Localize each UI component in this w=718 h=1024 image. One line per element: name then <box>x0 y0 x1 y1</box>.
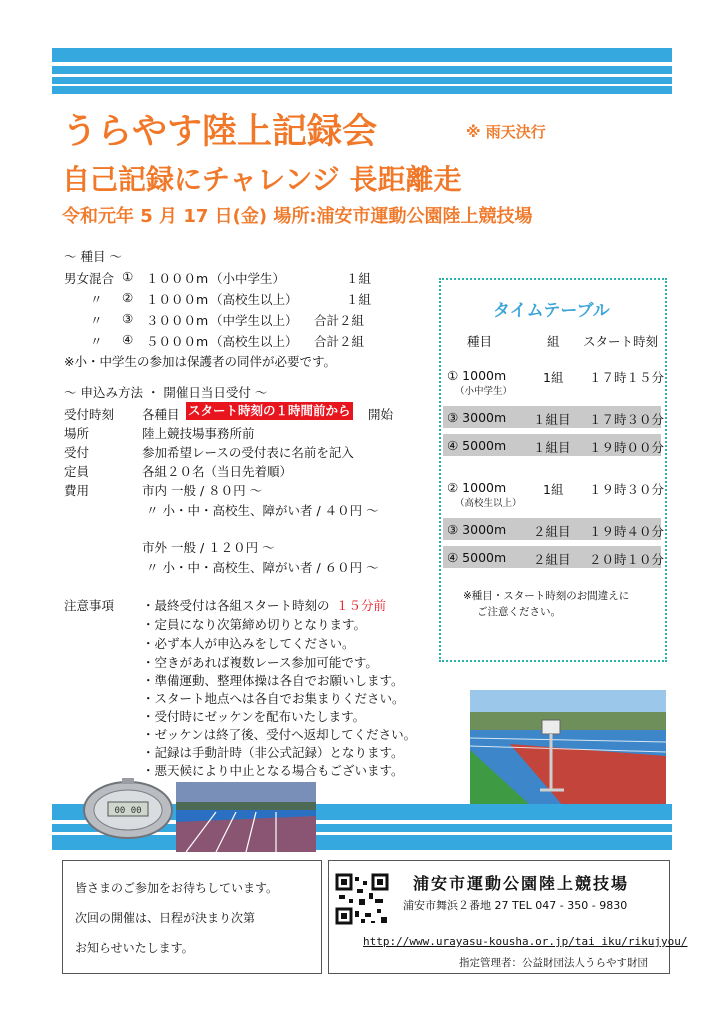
time-suffix: 開始 <box>368 407 394 422</box>
fee-line-2: 〃 小・中・高校生、障がい者 / ４０円 ～ <box>146 503 379 518</box>
place-label: 場所 <box>64 426 90 441</box>
event-row-1-cat: （小中学生） <box>210 271 286 286</box>
footer-message-1: 皆さまのご参加をお待ちしています。 <box>75 881 279 895</box>
timetable-header-event: 種目 <box>467 334 493 349</box>
timetable-note-1: ※種目・スタート時刻のお間違えに <box>463 590 630 602</box>
note-item: ・スタート地点へは各自でお集まりください。 <box>142 691 405 706</box>
event-row-4-cat: （高校生以上） <box>210 334 298 349</box>
note-item: ・受付時にゼッケンを配布いたします。 <box>142 709 366 724</box>
event-row-2-cat: （高校生以上） <box>210 292 298 307</box>
fee-label: 費用 <box>64 483 90 498</box>
timetable-event: ④ 5000m <box>447 550 507 565</box>
event-row-1-prefix: 男女混合 <box>64 271 115 286</box>
event-row-1-dist: １０００m <box>146 271 209 286</box>
note-item: ・ゼッケンは終了後、受付へ返却してください。 <box>142 727 417 742</box>
timetable-group: １組目 <box>533 412 571 427</box>
timetable-event: ③ 3000m <box>447 410 507 425</box>
venue-name: 浦安市運動公園陸上競技場 <box>413 874 630 893</box>
note-item: ・悪天候により中止となる場合もございます。 <box>142 763 404 778</box>
event-row-1-groups: １組 <box>346 271 372 286</box>
timetable-group: 1組 <box>543 482 564 497</box>
timetable-header-group: 組 <box>547 334 560 349</box>
timetable-box <box>439 278 667 662</box>
top-stripe-gap-3 <box>52 84 672 86</box>
fee-line-1: 市内 一般 / ８０円 ～ <box>142 483 263 498</box>
event-row-4-groups: 合計２組 <box>314 334 365 349</box>
timetable-group: ２組目 <box>533 552 571 567</box>
time-highlight: スタート時刻の１時間前から <box>188 403 351 418</box>
time-label: 受付時刻 <box>64 407 115 422</box>
page-title: うらやす陸上記録会 <box>62 112 378 152</box>
timetable-row <box>443 546 665 568</box>
note-item: ・定員になり次第締め切りとなります。 <box>142 617 367 632</box>
timetable-event: ② 1000m <box>447 480 507 495</box>
event-row-3-dist: ３０００m <box>146 313 209 328</box>
note-1-highlight: １５分前 <box>336 598 387 613</box>
timetable-row <box>443 364 665 397</box>
event-row-2-groups: １組 <box>346 292 372 307</box>
note-item: ・空きがあれば複数レース参加可能です。 <box>142 655 378 670</box>
timetable-group: １組目 <box>533 440 571 455</box>
reception-value: 参加希望レースの受付表に名前を記入 <box>142 445 354 460</box>
event-row-3-cat: （中学生以上） <box>210 313 298 328</box>
timetable-note-2: ご注意ください。 <box>477 606 561 618</box>
note-item: ・必ず本人が申込みをしてください。 <box>142 636 355 651</box>
timetable-time: １９時００分 <box>589 440 665 455</box>
notes-label: 注意事項 <box>64 598 115 613</box>
footer-message-2: 次回の開催は、日程が決まり次第 <box>75 911 256 925</box>
event-row-3-num: ③ <box>122 311 134 326</box>
timetable-header-time: スタート時刻 <box>583 334 659 349</box>
timetable-time: １７時３０分 <box>589 412 665 427</box>
timetable-group: 1組 <box>543 370 564 385</box>
event-row-1-num: ① <box>122 269 134 284</box>
timetable-time: ２０時１０分 <box>589 552 665 567</box>
time-prefix: 各種目 <box>142 407 180 422</box>
event-row-2-dist: １０００m <box>146 292 209 307</box>
qr-code-image <box>335 873 389 925</box>
timetable-row <box>443 406 665 428</box>
footer-message-3: お知らせいたします。 <box>75 941 194 955</box>
application-heading: ～ 申込み方法 ・ 開催日当日受付 ～ <box>64 385 268 400</box>
timetable-row <box>443 518 665 540</box>
timetable-row <box>443 434 665 456</box>
reception-label: 受付 <box>64 445 90 460</box>
note-item: ・記録は手動計時（非公式記録）となります。 <box>142 745 404 760</box>
timetable-group: ２組目 <box>533 524 571 539</box>
date-place: 令和元年 5 月 17 日(金) 場所:浦安市運動公園陸上競技場 <box>62 206 533 227</box>
rain-note: ※ 雨天決行 <box>466 123 546 141</box>
timetable-event-sub: （高校生以上） <box>455 498 522 509</box>
events-heading: ～ 種目 ～ <box>64 249 122 264</box>
note-item: ・準備運動、整理体操は各自でお願いします。 <box>142 673 404 688</box>
events-note: ※小・中学生の参加は保護者の同伴が必要です。 <box>64 354 336 369</box>
timetable-event-sub: （小中学生） <box>455 386 513 397</box>
top-stripe-band <box>52 48 672 94</box>
timetable-row <box>443 476 665 509</box>
timetable-time: １７時１５分 <box>589 370 665 385</box>
timetable-event: ④ 5000m <box>447 438 507 453</box>
running-track-image <box>176 782 316 852</box>
event-row-2-prefix: 〃 <box>90 292 103 307</box>
manager-note: 指定管理者：公益財団法人うらやす財団 <box>459 957 648 969</box>
note-1-prefix: ・最終受付は各組スタート時刻の <box>142 598 330 613</box>
event-row-4-prefix: 〃 <box>90 334 103 349</box>
timetable-event: ① 1000m <box>447 368 507 383</box>
subtitle: 自己記録にチャレンジ 長距離走 <box>62 163 462 196</box>
timetable-time: １９時３０分 <box>589 482 665 497</box>
top-stripe-gap-1 <box>52 62 672 66</box>
timetable-event: ③ 3000m <box>447 522 507 537</box>
place-value: 陸上競技場事務所前 <box>142 426 255 441</box>
timetable-time: １９時４０分 <box>589 524 665 539</box>
event-row-4-num: ④ <box>122 332 134 347</box>
event-row-2-num: ② <box>122 290 134 305</box>
fee-line-4: 〃 小・中・高校生、障がい者 / ６０円 ～ <box>146 560 379 575</box>
event-row-4-dist: ５０００m <box>146 334 209 349</box>
top-stripe-gap-2 <box>52 74 672 77</box>
website-link[interactable]: http://www.urayasu-kousha.or.jp/tai iku/rikujyou/ <box>363 935 688 948</box>
track-timer-photo <box>470 690 666 814</box>
capacity-value: 各組２０名（当日先着順） <box>142 464 293 479</box>
venue-address: 浦安市舞浜２番地 27 TEL 047 - 350 - 9830 <box>403 899 628 912</box>
stopwatch-image <box>78 772 178 842</box>
fee-line-3: 市外 一般 / １２０円 ～ <box>142 540 275 555</box>
capacity-label: 定員 <box>64 464 90 479</box>
event-row-3-groups: 合計２組 <box>314 313 365 328</box>
event-row-3-prefix: 〃 <box>90 313 103 328</box>
timetable-title: タイムテーブル <box>493 301 610 321</box>
footer-contact-box <box>328 860 688 974</box>
svg-text:00 00: 00 00 <box>114 806 142 816</box>
footer-message-box <box>62 860 322 974</box>
